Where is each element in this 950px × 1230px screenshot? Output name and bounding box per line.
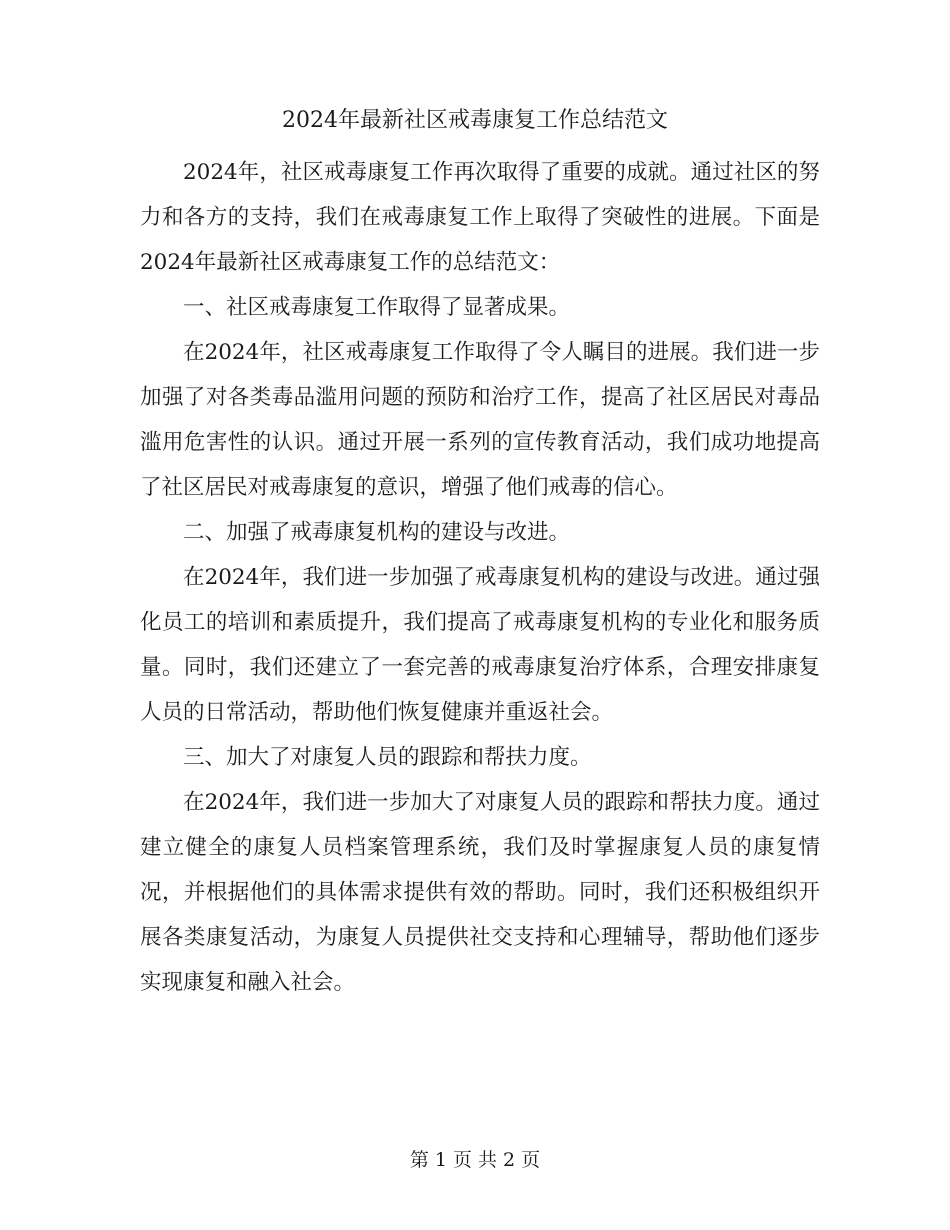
- section-heading-1: 一、社区戒毒康复工作取得了显著成果。: [183, 295, 571, 320]
- document-body: [140, 150, 820, 1005]
- section-heading-2: 二、加强了戒毒康复机构的建设与改进。: [183, 520, 571, 545]
- page-number-footer: 第 1 页 共 2 页: [409, 1149, 541, 1171]
- section-paragraph-2: 在2024年，我们进一步加强了戒毒康复机构的建设与改进。通过强化员工的培训和素质提升，我们提高了戒毒康复机构的专业化和服务质量。同时，我们还建立了一套完善的戒毒康复治疗体系，合理安排康复人员的日常活动，帮助他们恢复健康并重返社会。: [140, 565, 820, 725]
- section-paragraph-3: 在2024年，我们进一步加大了对康复人员的跟踪和帮扶力度。通过建立健全的康复人员档案管理系统，我们及时掌握康复人员的康复情况，并根据他们的具体需求提供有效的帮助。同时，我们还积极组织开展各类康复活动，为康复人员提供社交支持和心理辅导，帮助他们逐步实现康复和融入社会。: [140, 790, 820, 995]
- section-heading-3: 三、加大了对康复人员的跟踪和帮扶力度。: [183, 745, 592, 770]
- section-paragraph-1: 在2024年，社区戒毒康复工作取得了令人瞩目的进展。我们进一步加强了对各类毒品滥用问题的预防和治疗工作，提高了社区居民对毒品滥用危害性的认识。通过开展一系列的宣传教育活动，我们成功地提高了社区居民对戒毒康复的意识，增强了他们戒毒的信心。: [140, 340, 820, 500]
- intro-paragraph: 2024年，社区戒毒康复工作再次取得了重要的成就。通过社区的努力和各方的支持，我们在戒毒康复工作上取得了突破性的进展。下面是2024年最新社区戒毒康复工作的总结范文：: [140, 160, 820, 275]
- document-title: 2024年最新社区戒毒康复工作总结范文: [282, 108, 668, 133]
